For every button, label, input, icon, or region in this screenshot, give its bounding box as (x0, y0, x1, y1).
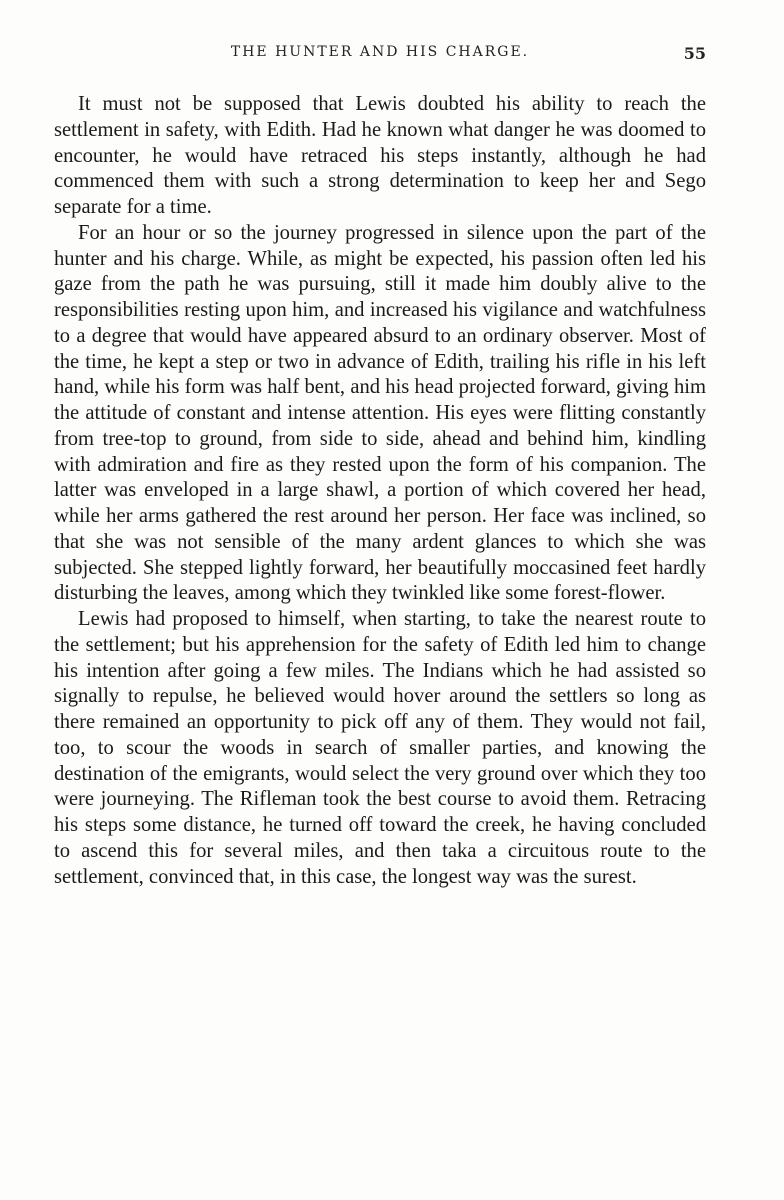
page-number: 55 (683, 44, 706, 63)
running-title: THE HUNTER AND HIS CHARGE. (230, 44, 530, 60)
paragraph-1: It must not be supposed that Lewis doubted his ability to reach the settlement in safety, with Edith. Had he known what danger he was doomed to encounter, he would have retraced his steps instantly, although he had commenced them with such a strong determination to keep her and Sego separate for a time. (54, 93, 706, 218)
body-text (54, 92, 706, 890)
running-header (54, 44, 706, 68)
paragraph-3: Lewis had proposed to himself, when starting, to take the nearest route to the settlement; but his apprehension for the safety of Edith led him to change his intention after going a few miles. The Indians which he had assisted so signally to repulse, he believed would hover around the settlers so long as there remained an opportunity to pick off any of them. They would not fail, too, to scour the woods in search of smaller parties, and knowing the destination of the emigrants, would select the very ground over which they too were journeying. The Rifleman took the best course to avoid them. Retracing his steps some distance, he turned off toward the creek, he having concluded to ascend this for several miles, and then taka a circuitous route to the settlement, convinced that, in this case, the longest way was the surest. (54, 608, 706, 888)
paragraph-2: For an hour or so the journey progressed in silence upon the part of the hunter and his charge. While, as might be expected, his passion often led his gaze from the path he was pursuing, still it made him doubly alive to the responsibilities resting upon him, and increased his vigilance and watchfulness to a degree that would have appeared absurd to an ordinary observer. Most of the time, he kept a step or two in advance of Edith, trailing his rifle in his left hand, while his form was half bent, and his head projected forward, giving him the attitude of constant and intense attention. His eyes were flitting constantly from tree-top to ground, from side to side, ahead and behind him, kindling with admiration and fire as they rested upon the form of his companion. The latter was enveloped in a large shawl, a portion of which covered her head, while her arms gathered the rest around her person. Her face was inclined, so that she was not sensible of the many ardent glances to which she was subjected. She stepped lightly forward, her beautifully moccasined feet hardly disturbing the leaves, among which they twinkled like some forest-flower. (54, 221, 706, 605)
